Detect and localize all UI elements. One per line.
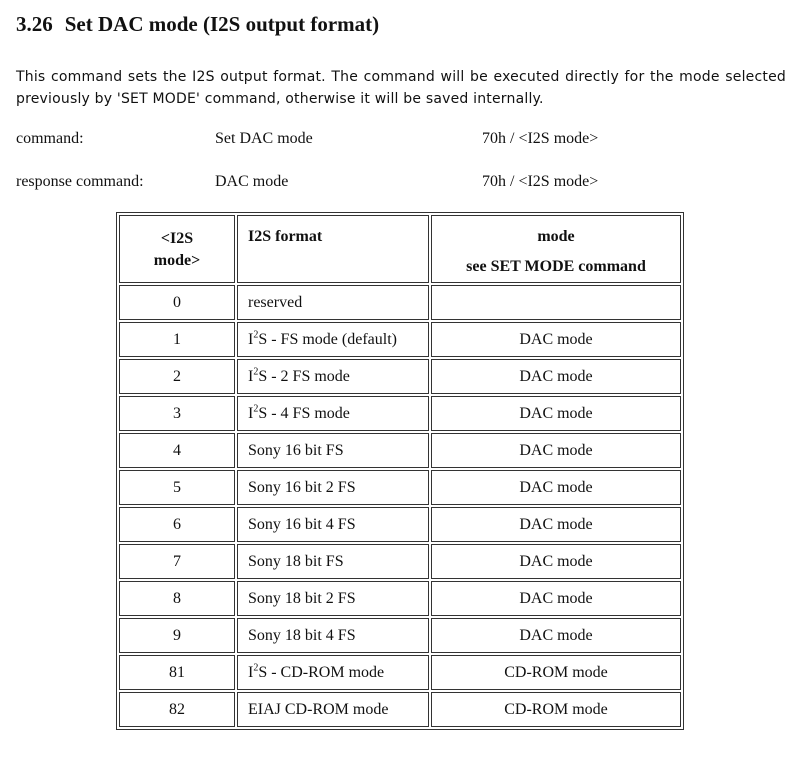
format-prefix: I [248, 330, 254, 348]
section-title: Set DAC mode (I2S output format) [64, 12, 380, 36]
response-name: DAC mode [215, 173, 289, 190]
section-number: 3.26 [16, 12, 53, 36]
table-row [119, 507, 681, 542]
cell-set-mode: DAC mode [431, 544, 681, 579]
cell-set-mode: DAC mode [431, 507, 681, 542]
table-body [119, 285, 681, 727]
cell-i2s-format [237, 470, 429, 505]
table-row [119, 655, 681, 690]
format-text: reserved [248, 293, 303, 311]
format-superscript: 2 [253, 329, 259, 341]
cell-i2s-mode: 4 [119, 433, 235, 468]
cell-i2s-mode: 5 [119, 470, 235, 505]
header-mode-line1: mode [537, 228, 575, 245]
format-text: Sony 18 bit FS [248, 552, 344, 570]
command-name: Set DAC mode [215, 130, 313, 147]
cell-set-mode: CD-ROM mode [431, 692, 681, 727]
format-superscript: 2 [253, 662, 259, 674]
cell-i2s-mode: 9 [119, 618, 235, 653]
table-header-row [119, 215, 681, 283]
format-prefix: I [248, 663, 254, 681]
cell-set-mode: DAC mode [431, 322, 681, 357]
table-row [119, 470, 681, 505]
format-text: EIAJ CD-ROM mode [248, 700, 389, 718]
format-superscript: 2 [253, 366, 259, 378]
cell-set-mode: DAC mode [431, 470, 681, 505]
format-text: Sony 18 bit 2 FS [248, 589, 356, 607]
cell-i2s-format [237, 396, 429, 431]
table-row [119, 692, 681, 727]
format-prefix: I [248, 367, 254, 385]
cell-i2s-format [237, 507, 429, 542]
cell-i2s-format [237, 618, 429, 653]
table-row [119, 544, 681, 579]
table-row [119, 322, 681, 357]
format-prefix: I [248, 404, 254, 422]
header-i2s-mode-line2: mode> [153, 252, 201, 269]
format-text: S - CD-ROM mode [258, 663, 385, 681]
cell-i2s-format [237, 655, 429, 690]
command-label: command: [16, 130, 84, 147]
cell-set-mode: DAC mode [431, 618, 681, 653]
table-row [119, 359, 681, 394]
cell-set-mode: DAC mode [431, 581, 681, 616]
cell-i2s-mode: 82 [119, 692, 235, 727]
header-i2s-mode-line1: <I2S [160, 230, 194, 247]
cell-i2s-format [237, 433, 429, 468]
command-code: 70h / <I2S mode> [482, 130, 599, 147]
format-text: Sony 16 bit 4 FS [248, 515, 356, 533]
cell-i2s-format [237, 692, 429, 727]
format-text: S - 2 FS mode [258, 367, 350, 385]
i2s-mode-table-wrapper [116, 212, 682, 721]
table-row [119, 581, 681, 616]
i2s-mode-table [116, 212, 684, 730]
format-text: S - FS mode (default) [258, 330, 397, 348]
response-label: response command: [16, 173, 144, 190]
cell-i2s-mode: 6 [119, 507, 235, 542]
response-code: 70h / <I2S mode> [482, 173, 599, 190]
cell-i2s-mode: 8 [119, 581, 235, 616]
cell-i2s-mode: 0 [119, 285, 235, 320]
cell-i2s-mode: 81 [119, 655, 235, 690]
cell-set-mode: DAC mode [431, 433, 681, 468]
format-superscript: 2 [253, 403, 259, 415]
description-text: This command sets the I2S output format. The command will be executed directly for the mode selected previously by 'SET MODE' command, otherwise it will be saved internally. [16, 69, 786, 107]
header-i2s-format: I2S format [237, 215, 429, 283]
format-text: Sony 16 bit 2 FS [248, 478, 356, 496]
cell-i2s-format [237, 581, 429, 616]
cell-set-mode: DAC mode [431, 396, 681, 431]
description [16, 66, 786, 110]
cell-i2s-format [237, 544, 429, 579]
table-row [119, 433, 681, 468]
cell-i2s-mode: 3 [119, 396, 235, 431]
header-i2s-mode [119, 215, 235, 283]
cell-i2s-format [237, 322, 429, 357]
section-heading [16, 12, 379, 37]
format-text: Sony 18 bit 4 FS [248, 626, 356, 644]
format-text: S - 4 FS mode [258, 404, 350, 422]
header-mode [431, 215, 681, 283]
table-row [119, 396, 681, 431]
header-mode-line2: see SET MODE command [466, 258, 646, 275]
cell-set-mode [431, 285, 681, 320]
cell-set-mode: CD-ROM mode [431, 655, 681, 690]
format-text: Sony 16 bit FS [248, 441, 344, 459]
table-row [119, 618, 681, 653]
cell-i2s-mode: 7 [119, 544, 235, 579]
cell-i2s-mode: 2 [119, 359, 235, 394]
cell-i2s-format [237, 359, 429, 394]
cell-set-mode: DAC mode [431, 359, 681, 394]
cell-i2s-mode: 1 [119, 322, 235, 357]
table-row [119, 285, 681, 320]
cell-i2s-format [237, 285, 429, 320]
